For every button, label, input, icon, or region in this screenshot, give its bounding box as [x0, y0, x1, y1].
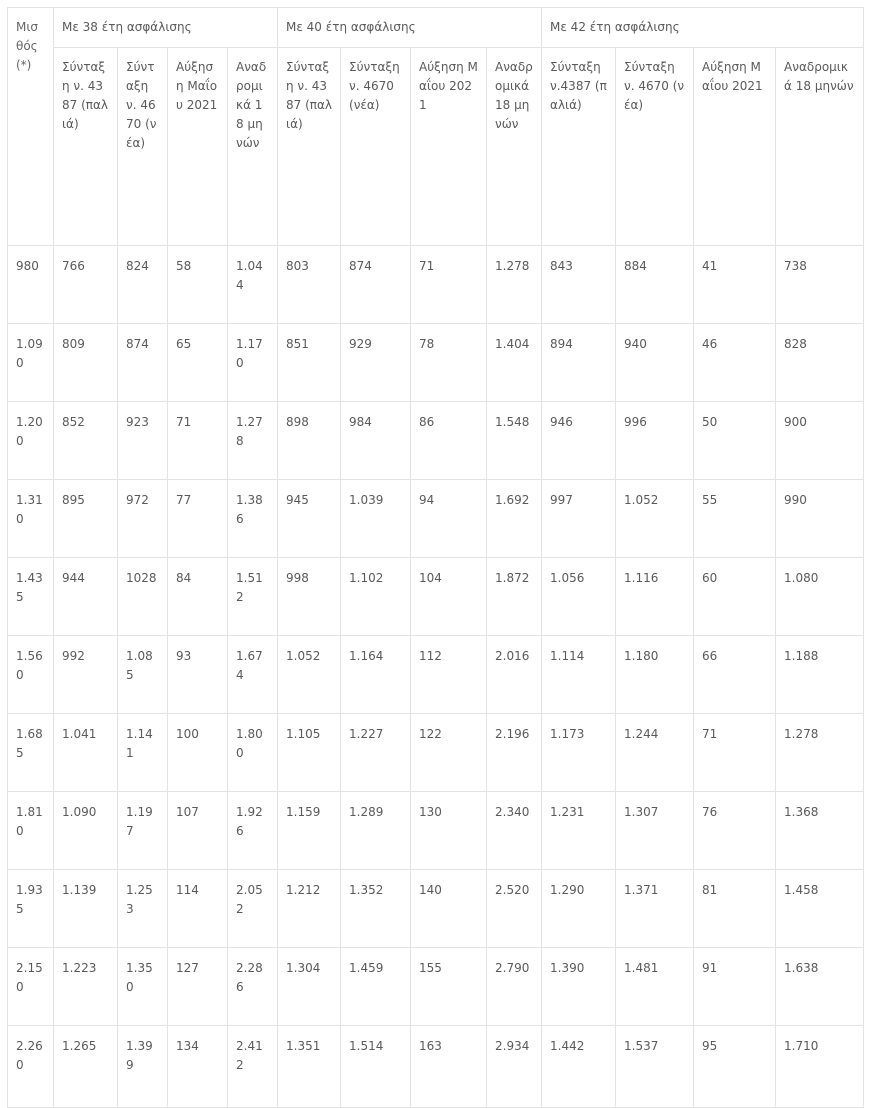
- table-row: [8, 402, 864, 480]
- header-group-38: Με 38 έτη ασφάλισης: [54, 8, 278, 48]
- table-cell: 992: [54, 636, 118, 714]
- table-cell: 81: [694, 870, 776, 948]
- table-cell: 71: [694, 714, 776, 792]
- table-cell: 1.399: [118, 1026, 168, 1108]
- table-cell: 1.278: [487, 246, 542, 324]
- table-cell: 851: [278, 324, 341, 402]
- table-cell: 1.080: [776, 558, 864, 636]
- table-cell: 1.253: [118, 870, 168, 948]
- table-cell: 60: [694, 558, 776, 636]
- table-cell: 996: [616, 402, 694, 480]
- header-cell: Σύνταξη ν. 4670 (νέα): [616, 48, 694, 246]
- table-cell: 93: [168, 636, 228, 714]
- table-cell: 998: [278, 558, 341, 636]
- table-cell: 134: [168, 1026, 228, 1108]
- table-row: [8, 246, 864, 324]
- table-cell: 104: [411, 558, 487, 636]
- table-cell: 1.231: [542, 792, 616, 870]
- table-cell: 1.692: [487, 480, 542, 558]
- table-cell: 1.442: [542, 1026, 616, 1108]
- table-cell: 1.512: [228, 558, 278, 636]
- table-cell: 2.286: [228, 948, 278, 1026]
- table-cell: 1.052: [616, 480, 694, 558]
- salary-cell: 1.560: [8, 636, 54, 714]
- table-row: [8, 558, 864, 636]
- table-cell: 1.105: [278, 714, 341, 792]
- table-cell: 71: [168, 402, 228, 480]
- table-cell: 1028: [118, 558, 168, 636]
- header-cell: Σύνταξη ν. 4387 (παλιά): [54, 48, 118, 246]
- table-cell: 155: [411, 948, 487, 1026]
- table-cell: 1.481: [616, 948, 694, 1026]
- table-cell: 2.520: [487, 870, 542, 948]
- table-cell: 2.934: [487, 1026, 542, 1108]
- table-cell: 843: [542, 246, 616, 324]
- table-cell: 1.278: [228, 402, 278, 480]
- table-cell: 1.090: [54, 792, 118, 870]
- table-cell: 946: [542, 402, 616, 480]
- table-cell: 46: [694, 324, 776, 402]
- table-cell: 828: [776, 324, 864, 402]
- table-cell: 1.164: [341, 636, 411, 714]
- table-cell: 1.458: [776, 870, 864, 948]
- table-cell: 940: [616, 324, 694, 402]
- header-cell: Σύνταξη ν. 4670 (νέα): [341, 48, 411, 246]
- table-cell: 1.039: [341, 480, 411, 558]
- table-cell: 1.390: [542, 948, 616, 1026]
- table-cell: 1.044: [228, 246, 278, 324]
- table-row: [8, 480, 864, 558]
- table-cell: 95: [694, 1026, 776, 1108]
- table-cell: 852: [54, 402, 118, 480]
- table-cell: 1.056: [542, 558, 616, 636]
- table-cell: 874: [341, 246, 411, 324]
- table-cell: 803: [278, 246, 341, 324]
- table-cell: 2.340: [487, 792, 542, 870]
- table-cell: 1.368: [776, 792, 864, 870]
- table-cell: 140: [411, 870, 487, 948]
- table-cell: 71: [411, 246, 487, 324]
- table-cell: 1.052: [278, 636, 341, 714]
- table-cell: 100: [168, 714, 228, 792]
- table-cell: 884: [616, 246, 694, 324]
- table-cell: 2.412: [228, 1026, 278, 1108]
- table-cell: 1.352: [341, 870, 411, 948]
- pension-table: [7, 7, 864, 1108]
- table-row: [8, 870, 864, 948]
- salary-cell: 1.090: [8, 324, 54, 402]
- table-cell: 1.926: [228, 792, 278, 870]
- header-cell: Σύνταξη ν. 4670 (νέα): [118, 48, 168, 246]
- salary-cell: 1.935: [8, 870, 54, 948]
- table-cell: 1.638: [776, 948, 864, 1026]
- table-cell: 1.085: [118, 636, 168, 714]
- salary-cell: 1.435: [8, 558, 54, 636]
- table-cell: 55: [694, 480, 776, 558]
- salary-cell: 1.310: [8, 480, 54, 558]
- table-cell: 1.800: [228, 714, 278, 792]
- table-cell: 130: [411, 792, 487, 870]
- table-row: [8, 948, 864, 1026]
- table-row: [8, 636, 864, 714]
- salary-cell: 2.150: [8, 948, 54, 1026]
- header-cell: Αύξηση Μαΐου 2021: [168, 48, 228, 246]
- table-cell: 766: [54, 246, 118, 324]
- table-cell: 1.548: [487, 402, 542, 480]
- table-cell: 1.350: [118, 948, 168, 1026]
- table-cell: 1.141: [118, 714, 168, 792]
- header-row-groups: [8, 8, 864, 48]
- header-cell: Σύνταξη ν. 4387 (παλιά): [278, 48, 341, 246]
- table-cell: 1.102: [341, 558, 411, 636]
- table-cell: 990: [776, 480, 864, 558]
- table-cell: 1.289: [341, 792, 411, 870]
- table-cell: 112: [411, 636, 487, 714]
- table-cell: 1.278: [776, 714, 864, 792]
- table-row: [8, 792, 864, 870]
- table-cell: 1.307: [616, 792, 694, 870]
- table-cell: 1.404: [487, 324, 542, 402]
- table-cell: 824: [118, 246, 168, 324]
- header-cell: Αναδρομικά 18 μηνών: [487, 48, 542, 246]
- table-row: [8, 714, 864, 792]
- header-cell: Σύνταξη ν.4387 (παλιά): [542, 48, 616, 246]
- table-cell: 122: [411, 714, 487, 792]
- table-row: [8, 324, 864, 402]
- salary-cell: 980: [8, 246, 54, 324]
- table-cell: 1.514: [341, 1026, 411, 1108]
- table-cell: 66: [694, 636, 776, 714]
- table-cell: 77: [168, 480, 228, 558]
- header-group-40: Με 40 έτη ασφάλισης: [278, 8, 542, 48]
- header-cell: Αύξηση Μαΐου 2021: [411, 48, 487, 246]
- table-cell: 2.790: [487, 948, 542, 1026]
- table-cell: 1.244: [616, 714, 694, 792]
- table-cell: 1.041: [54, 714, 118, 792]
- table-cell: 1.212: [278, 870, 341, 948]
- table-cell: 1.170: [228, 324, 278, 402]
- table-cell: 1.537: [616, 1026, 694, 1108]
- table-cell: 2.196: [487, 714, 542, 792]
- table-cell: 1.180: [616, 636, 694, 714]
- table-body: [8, 246, 864, 1108]
- table-cell: 114: [168, 870, 228, 948]
- header-group-42: Με 42 έτη ασφάλισης: [542, 8, 864, 48]
- salary-cell: 2.260: [8, 1026, 54, 1108]
- table-cell: 1.351: [278, 1026, 341, 1108]
- table-cell: 65: [168, 324, 228, 402]
- table-cell: 78: [411, 324, 487, 402]
- table-cell: 1.223: [54, 948, 118, 1026]
- salary-cell: 1.200: [8, 402, 54, 480]
- table-cell: 945: [278, 480, 341, 558]
- table-cell: 1.290: [542, 870, 616, 948]
- table-cell: 1.674: [228, 636, 278, 714]
- table-cell: 1.872: [487, 558, 542, 636]
- table-cell: 809: [54, 324, 118, 402]
- table-cell: 1.139: [54, 870, 118, 948]
- salary-cell: 1.810: [8, 792, 54, 870]
- table-cell: 127: [168, 948, 228, 1026]
- table-cell: 1.710: [776, 1026, 864, 1108]
- table-cell: 923: [118, 402, 168, 480]
- table-cell: 163: [411, 1026, 487, 1108]
- header-cell: Αναδρομικά 18 μηνών: [228, 48, 278, 246]
- table-cell: 94: [411, 480, 487, 558]
- table-cell: 1.227: [341, 714, 411, 792]
- table-cell: 1.114: [542, 636, 616, 714]
- table-cell: 41: [694, 246, 776, 324]
- table-cell: 1.159: [278, 792, 341, 870]
- table-cell: 929: [341, 324, 411, 402]
- table-cell: 86: [411, 402, 487, 480]
- table-cell: 107: [168, 792, 228, 870]
- header-cell: Αναδρομικά 18 μηνών: [776, 48, 864, 246]
- table-cell: 898: [278, 402, 341, 480]
- table-row: [8, 1026, 864, 1108]
- table-cell: 900: [776, 402, 864, 480]
- header-salary: Μισθός (*): [8, 8, 54, 246]
- table-cell: 1.116: [616, 558, 694, 636]
- table-cell: 1.265: [54, 1026, 118, 1108]
- table-cell: 874: [118, 324, 168, 402]
- table-cell: 894: [542, 324, 616, 402]
- table-cell: 76: [694, 792, 776, 870]
- table-cell: 1.386: [228, 480, 278, 558]
- table-cell: 1.371: [616, 870, 694, 948]
- table-cell: 895: [54, 480, 118, 558]
- table-cell: 972: [118, 480, 168, 558]
- table-cell: 984: [341, 402, 411, 480]
- table-cell: 997: [542, 480, 616, 558]
- table-cell: 50: [694, 402, 776, 480]
- table-cell: 738: [776, 246, 864, 324]
- table-cell: 91: [694, 948, 776, 1026]
- table-cell: 1.197: [118, 792, 168, 870]
- header-cell: Αύξηση Μαΐου 2021: [694, 48, 776, 246]
- table-cell: 84: [168, 558, 228, 636]
- table-cell: 1.173: [542, 714, 616, 792]
- table-cell: 944: [54, 558, 118, 636]
- table-cell: 2.016: [487, 636, 542, 714]
- header-row-columns: [8, 48, 864, 246]
- table-cell: 1.459: [341, 948, 411, 1026]
- table-cell: 58: [168, 246, 228, 324]
- table-cell: 1.304: [278, 948, 341, 1026]
- table-cell: 1.188: [776, 636, 864, 714]
- salary-cell: 1.685: [8, 714, 54, 792]
- table-cell: 2.052: [228, 870, 278, 948]
